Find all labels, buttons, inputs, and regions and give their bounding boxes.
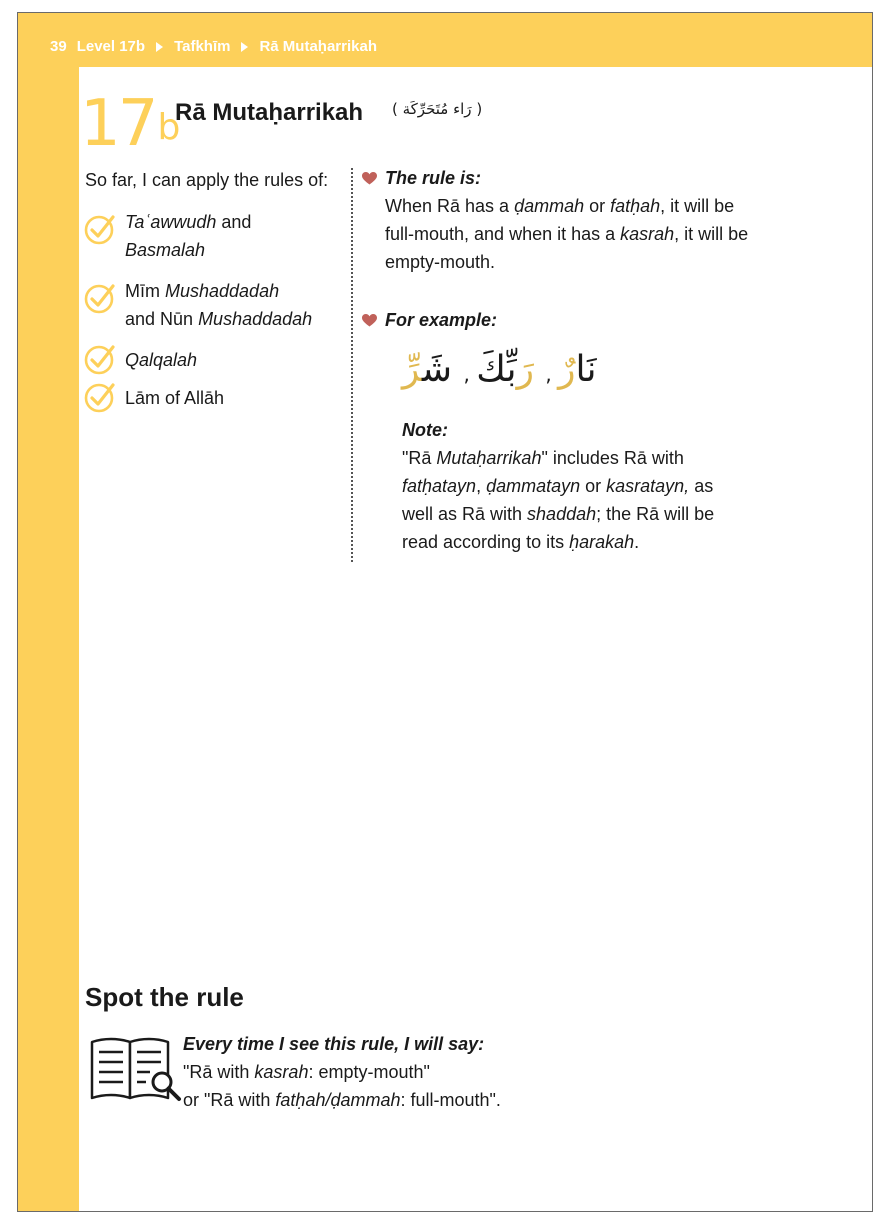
lesson-arabic-title: ( رَاء مُتَحَرِّكَة ) bbox=[392, 100, 483, 118]
check-circle-icon bbox=[84, 213, 118, 247]
spot-line-kasrah: "Rā with kasrah: empty-mouth" bbox=[183, 1062, 430, 1082]
check-circle-icon bbox=[84, 381, 118, 415]
checklist-item: Lām of Allāh bbox=[85, 384, 345, 412]
lesson-suffix: b bbox=[157, 107, 181, 148]
breadcrumb-arrow-icon bbox=[156, 42, 163, 52]
example-word: شَرِّ bbox=[402, 349, 453, 390]
example-heading: For example: bbox=[362, 306, 762, 334]
rule-text: When Rā has a ḍammah or fatḥah, it will be full-mouth, and when it has a kasrah, it will be empty-mouth. bbox=[385, 196, 749, 272]
open-book-magnifier-icon bbox=[90, 1036, 182, 1104]
intro-text: So far, I can apply the rules of: bbox=[85, 170, 329, 190]
note-text: "Rā Mutaḥarrikah" includes Rā with fatḥatayn, ḍammatayn or kasratayn, as well as Rā with shaddah; the Rā will be read according to its ḥarakah. bbox=[402, 448, 715, 552]
arabic-example-words: نَارٌ , رَبِّكَ , شَرِّ bbox=[402, 349, 597, 390]
lesson-number: 17$^b$ bbox=[80, 87, 181, 161]
prior-rules-column bbox=[85, 166, 345, 425]
column-divider bbox=[351, 168, 353, 562]
note-heading: Note: bbox=[402, 420, 448, 440]
spot-lead: Every time I see this rule, I will say: bbox=[183, 1034, 485, 1054]
page-number: 39 bbox=[50, 38, 67, 55]
spot-the-rule-heading: Spot the rule bbox=[85, 982, 244, 1012]
checklist-item: Qalqalah bbox=[85, 346, 345, 374]
spot-line-fathah: or "Rā with fatḥah/ḍammah: full-mouth". bbox=[183, 1090, 501, 1110]
check-circle-icon bbox=[84, 343, 118, 377]
example-word: رَبِّكَ bbox=[476, 349, 534, 390]
heart-bullet-icon bbox=[362, 314, 377, 327]
rule-column bbox=[362, 164, 762, 556]
breadcrumb-arrow-icon bbox=[241, 42, 248, 52]
breadcrumb-level: Level 17b bbox=[76, 38, 146, 55]
spot-the-rule-text bbox=[183, 1030, 501, 1114]
rule-heading: The rule is: bbox=[362, 164, 762, 192]
breadcrumb bbox=[50, 38, 377, 55]
example-word: نَارٌ bbox=[558, 349, 597, 390]
checklist-item: Taʿawwudh and Basmalah bbox=[85, 208, 345, 264]
side-band bbox=[18, 13, 79, 1211]
breadcrumb-chapter: Tafkhīm bbox=[174, 38, 231, 55]
check-circle-icon bbox=[84, 282, 118, 316]
checklist-item: Mīm Mushaddadah and Nūn Mushaddadah bbox=[85, 277, 345, 333]
breadcrumb-topic: Rā Mutaḥarrikah bbox=[259, 38, 378, 55]
heart-bullet-icon bbox=[362, 172, 377, 185]
lesson-title: Rā Mutaḥarrikah bbox=[175, 99, 364, 126]
